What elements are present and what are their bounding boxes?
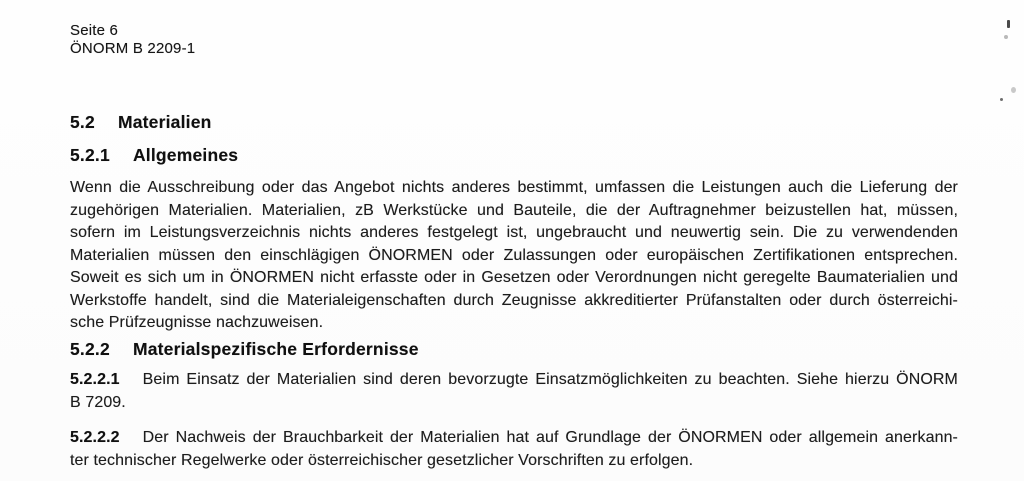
paragraph-allgemeines-body [70, 177, 958, 335]
text-line: sofern im Leistungsverzeichnis nichts anderes festgelegt ist, ungebraucht und neuwertig sein. Die zu verwendenden [70, 224, 958, 241]
clause-number: 5.2.2.2 [70, 428, 120, 446]
text-line: Soweit es sich um in ÖNORMEN nicht erfasste oder in Gesetzen oder Verordnungen nicht geregelte Baumaterialien und [70, 269, 958, 286]
scan-artifact-dot [1000, 98, 1003, 101]
section-number: 5.2.2 [70, 338, 110, 359]
section-heading-allgemeines [70, 145, 958, 165]
clause-number: 5.2.2.1 [70, 370, 120, 388]
text-line: 5.2.2.1 Beim Einsatz der Materialien sind deren bevorzugte Einsatzmöglichkeiten zu beachten. Siehe hierzu ÖNORM [70, 368, 958, 391]
clause-5-2-2-2 [70, 426, 958, 472]
section-heading-materialien [70, 112, 958, 132]
document-content [70, 22, 958, 472]
section-number: 5.2 [70, 112, 95, 132]
text-line: B 7209. [70, 393, 126, 411]
text-line: 5.2.2.2 Der Nachweis der Brauchbarkeit der Materialien hat auf Grundlage der ÖNORMEN oder allgemein anerkann- [70, 426, 958, 449]
text-line: sche Prüfzeugnisse nachzuweisen. [70, 314, 324, 331]
section-title: Materialien [117, 112, 212, 132]
text-line: Werkstoffe handelt, sind die Materialeigenschaften durch Zeugnisse akkreditierter Prüfanstalten oder durch österreichi- [70, 291, 958, 309]
scan-artifact-smudge [1011, 87, 1016, 93]
page-header [70, 22, 958, 58]
norm-reference-label: ÖNORM B 2209-1 [70, 40, 196, 57]
text-line: Materialien müssen den einschlägigen ÖNORMEN oder Zulassungen oder europäischen Zertifikationen entsprechen. [70, 246, 958, 264]
section-title: Materialspezifische Erfordernisse [132, 338, 419, 359]
text-line: ter technischer Regelwerke oder österreichischer gesetzlicher Vorschriften zu erfolgen. [70, 451, 694, 469]
text-line: Wenn die Ausschreibung oder das Angebot nichts anderes bestimmt, umfassen die Leistungen auch die Lieferung der [70, 179, 958, 196]
section-title: Allgemeines [132, 145, 239, 165]
text-line: zugehörigen Materialien. Materialien, zB Werkstücke und Bauteile, die der Auftragnehmer beizustellen hat, müssen, [70, 201, 958, 219]
page-number-label: Seite 6 [70, 22, 119, 39]
clause-5-2-2-1 [70, 368, 958, 414]
scan-artifact-dot [1004, 35, 1008, 39]
section-number: 5.2.1 [70, 145, 110, 165]
scan-artifact-dash [1007, 20, 1010, 28]
section-heading-materialspezifische-erfordernisse [70, 339, 958, 359]
